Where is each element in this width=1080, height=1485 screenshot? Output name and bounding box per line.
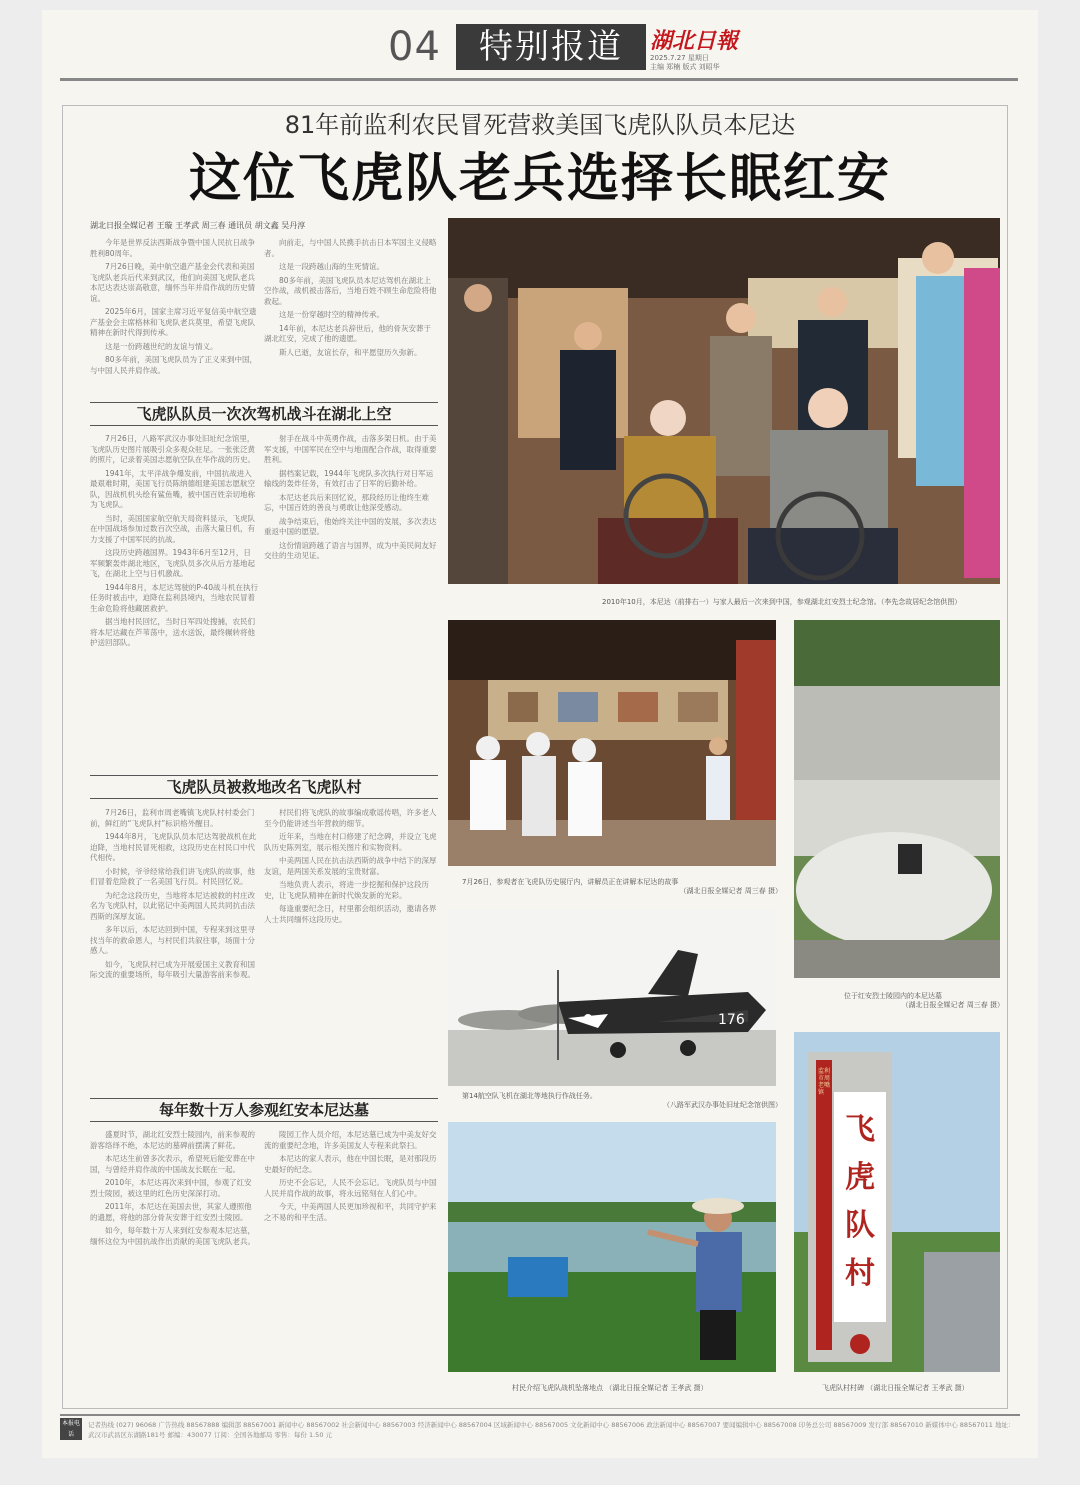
- photo-exhibition-illustration: [448, 620, 776, 866]
- body-para: 本尼达生前曾多次表示，希望死后能安葬在中国，与曾经并肩作战的中国战友长眠在一起。: [90, 1154, 255, 1174]
- body-para: 2010年，本尼达再次来到中国，参观了红安烈士陵园，被这里的红色历史深深打动。: [90, 1178, 252, 1198]
- body-para: 7月26日，监利市周老嘴镇飞虎队村村委会门前，鲜红的“飞虎队村”标识格外醒目。: [90, 808, 255, 828]
- footer: [60, 1414, 1020, 1442]
- body-para: 陵园工作人员介绍，本尼达墓已成为中美友好交流的重要纪念地，许多美国友人专程来此祭扫。: [264, 1130, 437, 1150]
- subheading-3: 每年数十万人参观红安本尼达墓: [90, 1098, 438, 1122]
- body-para: 中美两国人民在抗击法西斯的战争中结下的深厚友谊，是两国关系发展的宝贵财富。: [264, 856, 437, 876]
- photo-visit-illustration: [448, 218, 1000, 584]
- section2-column-1: [90, 808, 258, 1094]
- caption-tomb: [844, 992, 1004, 1010]
- section1-column-1: [90, 434, 258, 769]
- footer-tag: 本报电话: [61, 1420, 80, 1438]
- caption-villager: [512, 1384, 782, 1393]
- intro-para: 14年前，本尼达老兵辞世后，他的骨灰安葬于湖北红安，完成了他的遗愿。: [264, 323, 432, 343]
- section3-column-1: [90, 1130, 258, 1398]
- body-para: 本尼达的家人表示，他在中国长眠，是对那段历史最好的纪念。: [264, 1154, 437, 1174]
- body-para: 2011年，本尼达在美国去世，其家人遵照他的遗愿，将他的部分骨灰安葬于红安烈士陵园。: [90, 1202, 252, 1222]
- intro-para: 向前走，与中国人民携手抗击日本军国主义侵略者。: [264, 238, 437, 258]
- body-para: 当时，美国国家航空航天局资料显示，飞虎队在中国战场参加过数百次空战，击落大量日机，有力支援了中国军民的抗战。: [90, 513, 255, 544]
- monument-village-name: 飞虎队村: [845, 1112, 875, 1291]
- body-para: 1944年8月，本尼达驾驶的P-40战斗机在执行任务时被击中，迫降在监利县境内，当地农民冒着生命危险将他藏匿救护。: [90, 582, 258, 613]
- body-para: 为纪念这段历史，当地将本尼达被救的村庄改名为飞虎队村，以此铭记中美两国人民共同抗击法西斯的深厚友谊。: [90, 890, 255, 921]
- photo-tomb-illustration: [794, 620, 1000, 978]
- body-para: 村民们将飞虎队的故事编成歌谣传唱，许多老人至今仍能讲述当年营救的细节。: [264, 808, 437, 828]
- caption-tomb-text: 位于红安烈士陵园内的本尼达墓: [844, 992, 942, 1000]
- body-para: 这份情谊跨越了语言与国界，成为中美民间友好交往的生动见证。: [264, 540, 437, 560]
- body-para: 1944年8月，飞虎队队员本尼达驾驶战机在此迫降，当地村民冒死相救，这段历史在村民口中代代相传。: [90, 832, 257, 862]
- article-headline: 这位飞虎队老兵选择长眠红安: [188, 149, 891, 209]
- newspaper-logo: 湖北日報: [650, 28, 739, 54]
- caption-monument: [822, 1384, 1002, 1393]
- byline: 湖北日报全媒记者 王璇 王孝武 周三春 通讯员 胡文鑫 吴丹淳: [90, 221, 306, 230]
- monument-small-text: 监利市周老嘴镇: [818, 1068, 831, 1096]
- caption-visit: 2010年10月，本尼达（前排右一）与家人最后一次来到中国，参观湖北红安烈士纪念馆。（李先念故居纪念馆供图）: [602, 598, 962, 606]
- body-para: 据档案记载，1944年飞虎队多次执行对日军运输线的轰炸任务，有效打击了日军的后勤补给。: [264, 468, 434, 488]
- caption-exhibition: [462, 878, 782, 896]
- body-para: 7月26日，八路军武汉办事处旧址纪念馆里，飞虎队历史图片展吸引众多观众驻足。一张张泛黄的照片，记录着美国志愿航空队在华作战的历史。: [90, 434, 255, 464]
- section1-column-2: [264, 434, 438, 769]
- newspaper-page: [42, 10, 1038, 1458]
- caption-exhibition-text: 7月26日，参观者在飞虎队历史展厅内，讲解员正在讲解本尼达的故事: [462, 878, 679, 886]
- masthead: [42, 10, 1038, 82]
- body-para: 近年来，当地在村口修建了纪念碑，并设立飞虎队历史陈列室，展示相关图片和实物资料。: [264, 832, 437, 852]
- page-number: 04: [388, 24, 441, 70]
- section-title: 特别报道: [456, 24, 646, 70]
- photo-exhibition: [448, 620, 776, 866]
- subheading-1: 飞虎队队员一次次驾机战斗在湖北上空: [90, 402, 438, 426]
- body-para: 盛夏时节，湖北红安烈士陵园内，前来参观的游客络绎不绝，本尼达的墓碑前摆满了鲜花。: [90, 1130, 255, 1150]
- editor-line: 主编 郑楠 版式 刘昭华: [650, 63, 720, 71]
- photo-villager: [448, 1122, 776, 1372]
- intro-column-1: [90, 238, 258, 408]
- body-para: 如今，每年数十万人来到红安参观本尼达墓，缅怀这位为中国抗战作出贡献的美国飞虎队老兵。: [90, 1226, 255, 1246]
- photo-monument: [794, 1032, 1000, 1372]
- body-para: 如今，飞虎队村已成为开展爱国主义教育和国际交流的重要场所，每年吸引大量游客前来参观。: [90, 959, 255, 979]
- caption-planes: [462, 1092, 782, 1110]
- intro-para: 斯人已逝，友谊长存，和平愿望历久弥新。: [279, 347, 422, 357]
- intro-para: 80多年前，美国飞虎队员本尼达驾机在湖北上空作战，战机被击落后，当地百姓不顾生命危险将他救起。: [264, 275, 437, 306]
- body-para: 多年以后，本尼达回到中国，专程来到这里寻找当年的救命恩人，与村民们共叙往事，场面十分感人。: [90, 925, 255, 955]
- intro-para: 这是一段跨越山海的生死情谊。: [279, 262, 384, 271]
- footer-text: 记者热线 (027) 96068 广告热线 88567888 编辑部 88567001 新闻中心 88567002 社会新闻中心 88567003 经济新闻中心 88567004 区域新闻中心 88567005 文化新闻中心 88567006 政法新闻中心 88567007 要闻编辑中心 88567008 印务总公司 88567009 发行部 88567010 新媒体中心 88567011 地址：武汉市武昌区东湖路181号 邮编：430077 订阅：全国各地邮局 零售：每份 1.50 元: [88, 1421, 1015, 1439]
- caption-monument-text: 飞虎队村村碑: [822, 1384, 864, 1392]
- body-para: 今天，中美两国人民更加珍视和平，共同守护来之不易的和平生活。: [264, 1202, 437, 1222]
- photo-tomb: [794, 620, 1000, 978]
- caption-planes-text: 第14航空队飞机在湖北等地执行作战任务。: [462, 1092, 597, 1100]
- caption-monument-credit: （湖北日报全媒记者 王孝武 摄）: [866, 1384, 969, 1392]
- intro-para: 这是一份跨越世纪的友谊与情义。: [105, 341, 218, 351]
- masthead-rule: [60, 78, 1018, 81]
- body-para: 当地负责人表示，将进一步挖掘和保护这段历史，让飞虎队精神在新时代焕发新的光彩。: [264, 880, 429, 900]
- intro-para: 这是一份穿越时空的精神传承。: [279, 310, 384, 319]
- body-para: 历史不会忘记，人民不会忘记。飞虎队员与中国人民并肩作战的故事，将永远铭刻在人们心中。: [264, 1178, 437, 1198]
- body-para: 据当地村民回忆，当时日军四处搜捕，农民们将本尼达藏在芦苇荡中，送水送饭，最终辗转将他护送回部队。: [90, 617, 255, 647]
- caption-exhibition-credit: （湖北日报全媒记者 周三春 摄）: [679, 887, 782, 895]
- intro-para: 7月26日晚，美中航空遗产基金会代表和美国飞虎队老兵后代来到武汉，他们向美国飞虎队老兵本尼达表达崇高敬意，缅怀当年并肩作战的历史情谊。: [90, 262, 255, 303]
- caption-planes-credit: （八路军武汉办事处旧址纪念馆供图）: [663, 1101, 782, 1109]
- caption-villager-credit: （湖北日报全媒记者 王孝武 摄）: [605, 1384, 708, 1392]
- section2-column-2: [264, 808, 438, 1094]
- masthead-meta: [650, 54, 720, 72]
- intro-para: 2025年6月，国家主席习近平复信美中航空遗产基金会主席格林和飞虎队老兵莫里，希望飞虎队精神在新时代得到传承。: [90, 307, 257, 337]
- photo-planes-illustration: [448, 910, 776, 1086]
- body-para: 本尼达老兵后来回忆说，那段经历让他终生难忘，中国百姓的善良与勇敢让他深受感动。: [264, 492, 429, 512]
- body-para: 射手在战斗中英勇作战，击落多架日机。由于美军支援，中国军民在空中与地面配合作战，取得重要胜利。: [264, 434, 437, 464]
- subheading-2: 飞虎队员被救地改名飞虎队村: [90, 775, 438, 799]
- date-line: 2025.7.27 星期日: [650, 54, 709, 62]
- body-para: 1941年，太平洋战争爆发前，中国抗战进入最艰难时期，美国飞行员陈纳德组建美国志愿航空队，因战机机头绘有鲨鱼嘴，被中国百姓亲切地称为飞虎队。: [90, 468, 255, 509]
- intro-para: 今年是世界反法西斯战争暨中国人民抗日战争胜利80周年。: [90, 238, 255, 258]
- body-para: 战争结束后，他始终关注中国的发展，多次表达重返中国的愿望。: [264, 516, 437, 536]
- intro-para: 80多年前，美国飞虎队员为了正义来到中国，与中国人民并肩作战。: [90, 355, 258, 375]
- body-para: 这段历史跨越国界。1943年6月至12月，日军频繁轰炸湖北地区，飞虎队员多次从后方基地起飞，在湖北上空与日机激战。: [90, 548, 255, 578]
- section3-column-2: [264, 1130, 438, 1398]
- photo-villager-illustration: [448, 1122, 776, 1372]
- body-para: 小时候，爷爷经常给我们讲飞虎队的故事，他们冒着危险救了一名美国飞行员。村民回忆说。: [90, 866, 255, 886]
- intro-column-2: [264, 238, 438, 408]
- body-para: 每逢重要纪念日，村里都会组织活动，邀请各界人士共同缅怀这段历史。: [264, 904, 437, 924]
- photo-planes: [448, 910, 776, 1086]
- plane-number: 176: [718, 1012, 745, 1028]
- article-kicker: 81年前监利农民冒死营救美国飞虎队队员本尼达: [284, 111, 796, 139]
- caption-villager-text: 村民介绍飞虎队战机坠落地点: [512, 1384, 603, 1392]
- caption-tomb-credit: （湖北日报全媒记者 周三春 摄）: [901, 1001, 1004, 1009]
- photo-visit: [448, 218, 1000, 584]
